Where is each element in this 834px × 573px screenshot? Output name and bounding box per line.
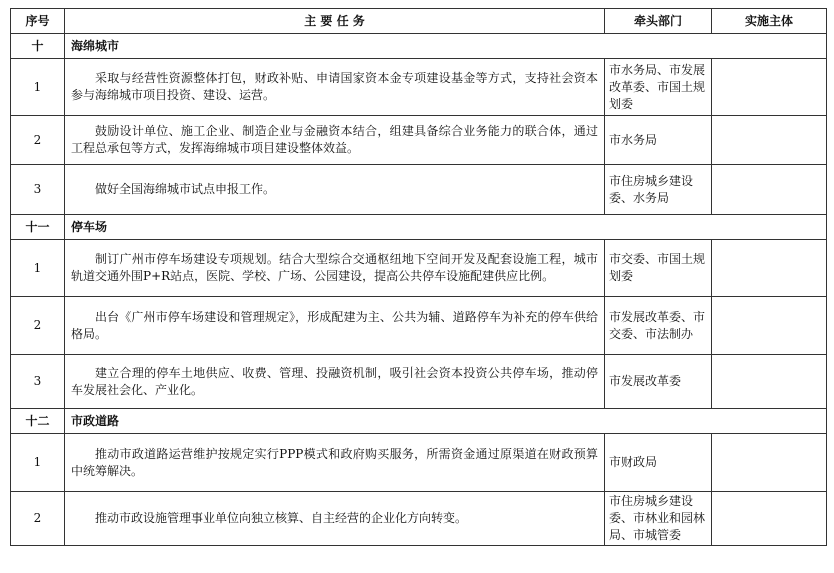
- section-row: [11, 34, 827, 59]
- row-seq: 1: [11, 59, 65, 116]
- section-title: 停车场: [65, 215, 827, 240]
- row-task: 做好全国海绵城市试点申报工作。: [65, 165, 605, 215]
- row-seq: 3: [11, 355, 65, 409]
- row-task: 采取与经营性资源整体打包，财政补贴、申请国家资本金专项建设基金等方式，支持社会资本参与海绵城市项目投资、建设、运营。: [65, 59, 605, 116]
- section-number: 十一: [11, 215, 65, 240]
- row-impl: [712, 165, 827, 215]
- row-lead-dept: 市财政局: [605, 434, 712, 492]
- row-seq: 1: [11, 240, 65, 297]
- row-impl: [712, 116, 827, 165]
- row-task: 建立合理的停车土地供应、收费、管理、投融资机制，吸引社会资本投资公共停车场，推动停车发展社会化、产业化。: [65, 355, 605, 409]
- row-task: 鼓励设计单位、施工企业、制造企业与金融资本结合，组建具备综合业务能力的联合体，通过工程总承包等方式，发挥海绵城市项目建设整体效益。: [65, 116, 605, 165]
- row-lead-dept: 市水务局: [605, 116, 712, 165]
- task-table: [10, 8, 827, 546]
- row-seq: 2: [11, 297, 65, 355]
- row-seq: 3: [11, 165, 65, 215]
- header-impl: 实施主体: [712, 9, 827, 34]
- header-lead: 牵头部门: [605, 9, 712, 34]
- row-impl: [712, 492, 827, 546]
- row-lead-dept: 市发展改革委: [605, 355, 712, 409]
- row-impl: [712, 297, 827, 355]
- table-row: [11, 492, 827, 546]
- row-lead-dept: 市住房城乡建设委、水务局: [605, 165, 712, 215]
- row-lead-dept: 市交委、市国土规划委: [605, 240, 712, 297]
- row-task: 推动市政道路运营维护按规定实行PPP模式和政府购买服务，所需资金通过原渠道在财政预算中统筹解决。: [65, 434, 605, 492]
- row-lead-dept: 市水务局、市发展改革委、市国土规划委: [605, 59, 712, 116]
- row-task: 制订广州市停车场建设专项规划。结合大型综合交通枢纽地下空间开发及配套设施工程，城市轨道交通外围P+R站点，医院、学校、广场、公园建设，提高公共停车设施配建供应比例。: [65, 240, 605, 297]
- table-row: [11, 355, 827, 409]
- row-task: 出台《广州市停车场建设和管理规定》，形成配建为主、公共为辅、道路停车为补充的停车供给格局。: [65, 297, 605, 355]
- table-row: [11, 240, 827, 297]
- section-title: 市政道路: [65, 409, 827, 434]
- row-impl: [712, 59, 827, 116]
- section-number: 十: [11, 34, 65, 59]
- row-seq: 2: [11, 492, 65, 546]
- row-lead-dept: 市住房城乡建设委、市林业和园林局、市城管委: [605, 492, 712, 546]
- table-row: [11, 116, 827, 165]
- header-task: 主 要 任 务: [65, 9, 605, 34]
- row-task: 推动市政设施管理事业单位向独立核算、自主经营的企业化方向转变。: [65, 492, 605, 546]
- row-seq: 2: [11, 116, 65, 165]
- row-lead-dept: 市发展改革委、市交委、市法制办: [605, 297, 712, 355]
- row-impl: [712, 355, 827, 409]
- table-row: [11, 59, 827, 116]
- row-seq: 1: [11, 434, 65, 492]
- table-header-row: [11, 9, 827, 34]
- header-seq: 序号: [11, 9, 65, 34]
- table-row: [11, 297, 827, 355]
- section-title: 海绵城市: [65, 34, 827, 59]
- section-number: 十二: [11, 409, 65, 434]
- row-impl: [712, 240, 827, 297]
- section-row: [11, 409, 827, 434]
- section-row: [11, 215, 827, 240]
- row-impl: [712, 434, 827, 492]
- table-row: [11, 434, 827, 492]
- table-row: [11, 165, 827, 215]
